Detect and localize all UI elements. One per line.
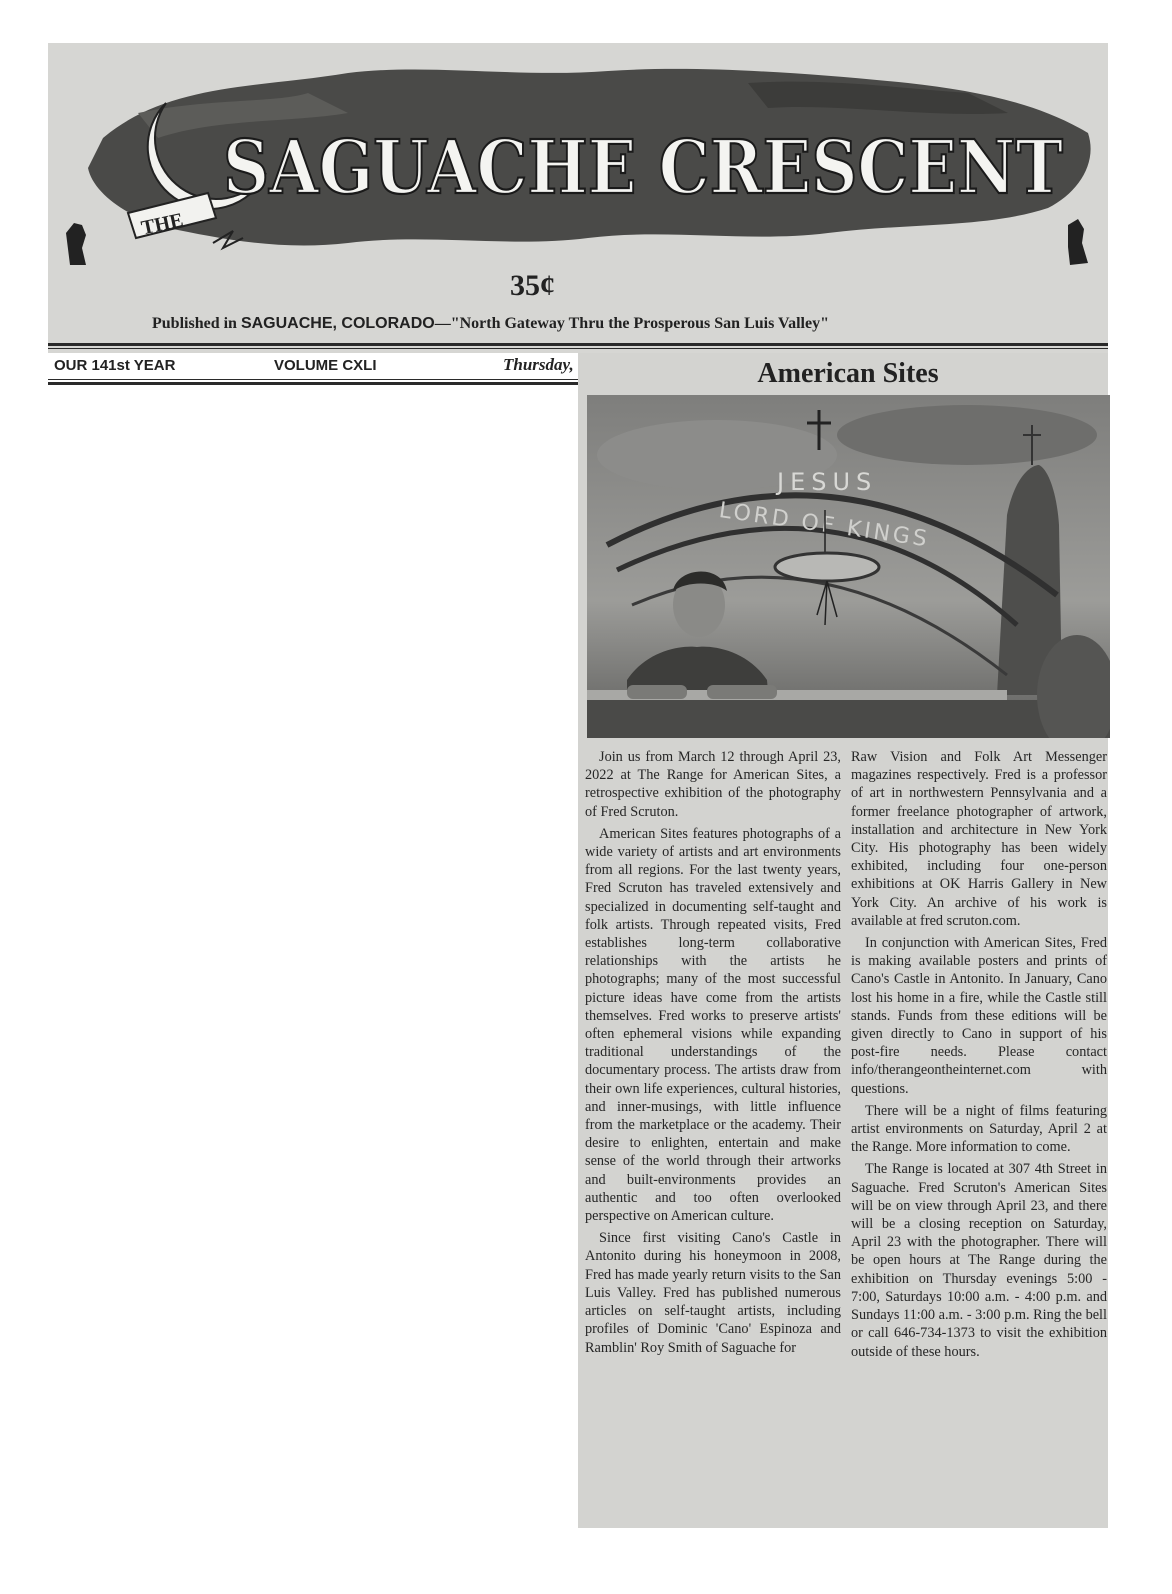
photo-sign-top: JESUS: [777, 468, 878, 496]
article-paragraph: The Range is located at 307 4th Street in Saguache. Fred Scruton's American Sites will be on view through April 23, and there will be a closing reception on Saturday, April 23 with the photographer. There will be open hours at The Range during the exhibition on Thursday evenings 5:00 - 7:00, Saturdays 10:00 a.m. - 4:00 p.m. and Sundays 11:00 a.m. - 3:00 p.m. Ring the bell or call 646-734-1373 to visit the exhibition outside of these hours.: [851, 1161, 1108, 1360]
article-paragraph-continued: Raw Vision and Folk Art Messenger magazines respectively. Fred is a professor of art in northwestern Pennsylvania and a former freelance photographer of artwork, installation and architecture in New York City. His photography has been widely exhibited, including four one-person exhibitions at OK Harris Gallery in New York City. An archive of his work is available at fred scruton.com.: [851, 749, 1107, 929]
masthead-title: SAGUACHE CRESCENT: [223, 125, 1063, 211]
article-paragraph: Join us from March 12 through April 23, 2022 at The Range for American Sites, a retrospective exhibition of the photography of Fred Scruton.: [585, 749, 841, 820]
article-paragraph: American Sites features photographs of a wide variety of artists and art environments from all regions. For the last twenty years, Fred Scruton has traveled extensively and specialized in documenting self-taught and folk artists. Through repeated visits, Fred establishes long-term collaborative relationships with the artists he photographs; many of the most successful picture ideas have come from the artists themselves. Fred works to preserve artists' often ephemeral visions while expanding traditional understandings of the documentary process. The artists draw from their own life experiences, cultural histories, and inner-musings, with little influence from the marketplace or the academy. Their desire to enlighten, entertain and make sense of the world through their artworks and built-environments provides an authentic and too often overlooked perspective on American culture.: [585, 825, 841, 1225]
article-column-1: [585, 748, 841, 1361]
article: [578, 353, 1108, 1528]
article-paragraph: There will be a night of films featuring artist environments on Saturday, April 2 at the Range. More information to come.: [851, 1102, 1107, 1156]
issue-day: Thursday,: [503, 355, 574, 374]
article-photo: [587, 395, 1110, 738]
published-prefix: Published in: [152, 315, 241, 332]
volume: VOLUME CXLI: [274, 357, 377, 374]
masthead-the: THE: [139, 209, 186, 240]
masthead-banner: [48, 43, 1108, 268]
published-place: SAGUACHE, COLORADO: [240, 315, 435, 332]
article-paragraph: In conjunction with American Sites, Fred is making available posters and prints of Cano's Castle in Antonito. In January, Cano lost his home in a fire, while the Castle still stands. Funds from these editions will be given directly to Cano in support of his post-fire needs. Please contact info/therangeontheinternet.com with questions.: [851, 935, 1107, 1097]
article-headline: American Sites: [757, 358, 939, 389]
photo-sign-bottom: LORD OF KINGS: [717, 498, 932, 553]
year: OUR 141st YEAR: [54, 357, 176, 374]
indian-head-right-icon: [1068, 219, 1088, 265]
article-paragraph: Since first visiting Cano's Castle in Antonito during his honeymoon in 2008, Fred has made yearly return visits to the San Luis Valley. Fred has published numerous articles on self-taught artists, including profiles of Dominic 'Cano' Espinoza and Ramblin' Roy Smith of Saguache for: [585, 1230, 841, 1356]
masthead-rule-top: [48, 343, 1108, 346]
indian-head-left-icon: [66, 223, 86, 265]
article-column-2: [851, 748, 1107, 1365]
publication-line: [152, 315, 1052, 333]
photo-hanging-disc: [775, 553, 879, 581]
published-suffix: —"North Gateway Thru the Prosperous San Luis Valley": [434, 315, 829, 332]
price: 35¢: [510, 269, 555, 302]
